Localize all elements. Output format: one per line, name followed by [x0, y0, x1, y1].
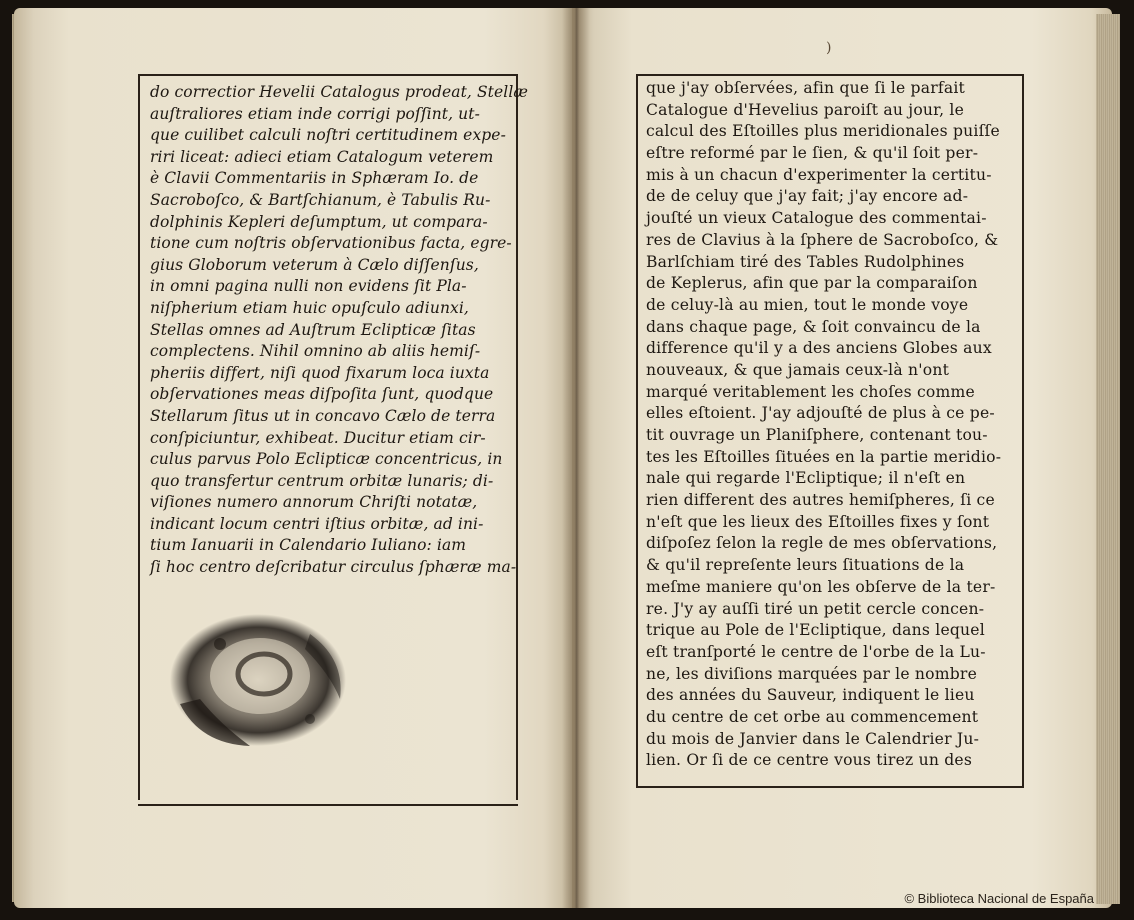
french-text-line: lien. Or ſi de ce centre vous tirez un des [646, 751, 973, 770]
french-text-line: nouveaux, & que jamais ceux-là n'ont [646, 360, 950, 379]
latin-text-line: dolphinis Kepleri deſumptum, ut compara- [150, 212, 488, 231]
latin-text-line: quo transfertur centrum orbitæ lunaris; di- [150, 471, 494, 490]
french-text-line: nale qui regarde l'Ecliptique; il n'eſt en [646, 469, 966, 488]
french-text-line: diſpoſez ſelon la regle de mes obſervations, [646, 534, 998, 553]
french-text-line: re. J'y ay auſſi tiré un petit cercle concen- [646, 599, 985, 618]
french-text-line: n'eſt que les lieux des Eſtoilles fixes y ſont [646, 512, 990, 531]
french-text-line: de celuy-là au mien, tout le monde voye [646, 295, 969, 314]
latin-text-line: tium Ianuarii in Calendario Iuliano: iam [150, 536, 467, 555]
latin-text-line: pheriis differt, niſi quod fixarum loca iuxta [150, 363, 490, 382]
french-text-line: dans chaque page, & ſoit convaincu de la [646, 317, 981, 336]
latin-text-line: Sacroboſco, & Bartſchianum, è Tabulis Ru- [150, 190, 491, 209]
french-text-line: rien different des autres hemiſpheres, ſi ce [646, 491, 995, 510]
latin-text-line: Stellarum ſitus ut in concavo Cælo de terra [150, 406, 496, 425]
french-text-line: marqué veritablement les choſes comme [646, 382, 975, 401]
page-mark: ) [826, 40, 832, 56]
french-text-line: difference qu'il y a des anciens Globes aux [646, 339, 992, 358]
french-text-line: eſt tranſporté le centre de l'orbe de la Lu- [646, 642, 986, 661]
french-text-line: de de celuy que j'ay fait; j'ay encore ad- [646, 187, 969, 206]
latin-text-line: conſpiciuntur, exhibeat. Ducitur etiam cir- [150, 428, 486, 447]
latin-text-line: auſtraliores etiam inde corrigi poſſint, ut- [150, 104, 480, 123]
french-text-line: tes les Eſtoilles ſituées en la partie meridio- [646, 447, 1002, 466]
right-text-frame [636, 76, 1024, 786]
french-text-line: eſtre reformé par le ſien, & qu'il ſoit per- [646, 144, 979, 163]
latin-text-line: ſi hoc centro deſcribatur circulus ſphæræ ma- [150, 558, 517, 577]
latin-text-line: in omni pagina nulli non evidens ſit Pla- [150, 277, 467, 296]
latin-text-line: culus parvus Polo Eclipticæ concentricus, in [150, 450, 503, 469]
latin-text-line: viſiones numero annorum Chriſti notatæ, [150, 493, 478, 512]
french-text-line: du centre de cet orbe au commencement [646, 707, 979, 726]
latin-text-block [150, 82, 529, 579]
latin-text-line: tione cum noſtris obſervationibus facta, egre- [150, 234, 512, 253]
latin-text-line: è Clavii Commentariis in Sphæram Io. de [150, 169, 479, 188]
left-top-rule [138, 74, 518, 76]
french-text-line: elles eſtoient. J'ay adjouſté de plus à ce pe- [646, 404, 995, 423]
french-text-line: Barlſchiam tiré des Tables Rudolphines [646, 252, 965, 271]
latin-text-line: obſervationes meas diſpoſita ſunt, quodque [150, 385, 494, 404]
latin-text-line: indicant locum centri iſtius orbitæ, ad ini- [150, 514, 484, 533]
ink-stamp [160, 604, 370, 754]
french-text-line: que j'ay obſervées, afin que ſi le parfait [646, 79, 966, 97]
french-text-line: res de Clavius à la ſphere de Sacroboſco, & [646, 230, 999, 249]
french-text-line: ne, les diviſions marquées par le nombre [646, 664, 977, 683]
library-watermark: © Biblioteca Nacional de España [904, 891, 1094, 906]
latin-text-line: que cuilibet calculi noſtri certitudinem expe- [150, 126, 506, 145]
french-text-line: du mois de Janvier dans le Calendrier Ju- [646, 729, 980, 748]
left-bottom-rule [138, 804, 518, 806]
right-page-edges [1096, 14, 1120, 904]
latin-text-line: complectens. Nihil omnino ab aliis hemiſ- [150, 342, 481, 361]
french-text-line: de Keplerus, afin que par la comparaiſon [646, 274, 978, 293]
french-text-line: meſme maniere qu'on les obſerve de la ter- [646, 577, 996, 596]
french-text-line: des années du Sauveur, indiquent le lieu [646, 686, 975, 705]
right-bottom-rule [636, 786, 1024, 788]
french-text-line: trique au Pole de l'Ecliptique, dans lequel [646, 621, 985, 640]
french-text-line: & qu'il repreſente leurs ſituations de la [646, 556, 965, 575]
french-text-block [646, 78, 1016, 772]
latin-text-line: Stellas omnes ad Auſtrum Eclipticæ ſitas [150, 320, 476, 339]
french-text-line: tit ouvrage un Planiſphere, contenant tou- [646, 426, 988, 444]
french-text-line: Catalogue d'Hevelius paroiſt au jour, le [646, 100, 965, 119]
latin-text-line: riri liceat: adieci etiam Catalogum veterem [150, 147, 494, 166]
book-gutter [562, 8, 590, 908]
latin-text-line: do correctior Hevelii Catalogus prodeat, Stellæ [150, 83, 529, 101]
latin-text-line: gius Globorum veterum à Cælo diſſenſus, [150, 255, 479, 274]
french-text-line: calcul des Eſtoilles plus meridionales puiſſe [646, 122, 1000, 141]
right-top-rule [636, 74, 1024, 76]
french-text-line: mis à un chacun d'experimenter la certitu- [646, 165, 992, 184]
latin-text-line: niſpherium etiam huic opuſculo adiunxi, [150, 298, 469, 317]
french-text-line: jouſté un vieux Catalogue des commentai- [646, 209, 987, 228]
